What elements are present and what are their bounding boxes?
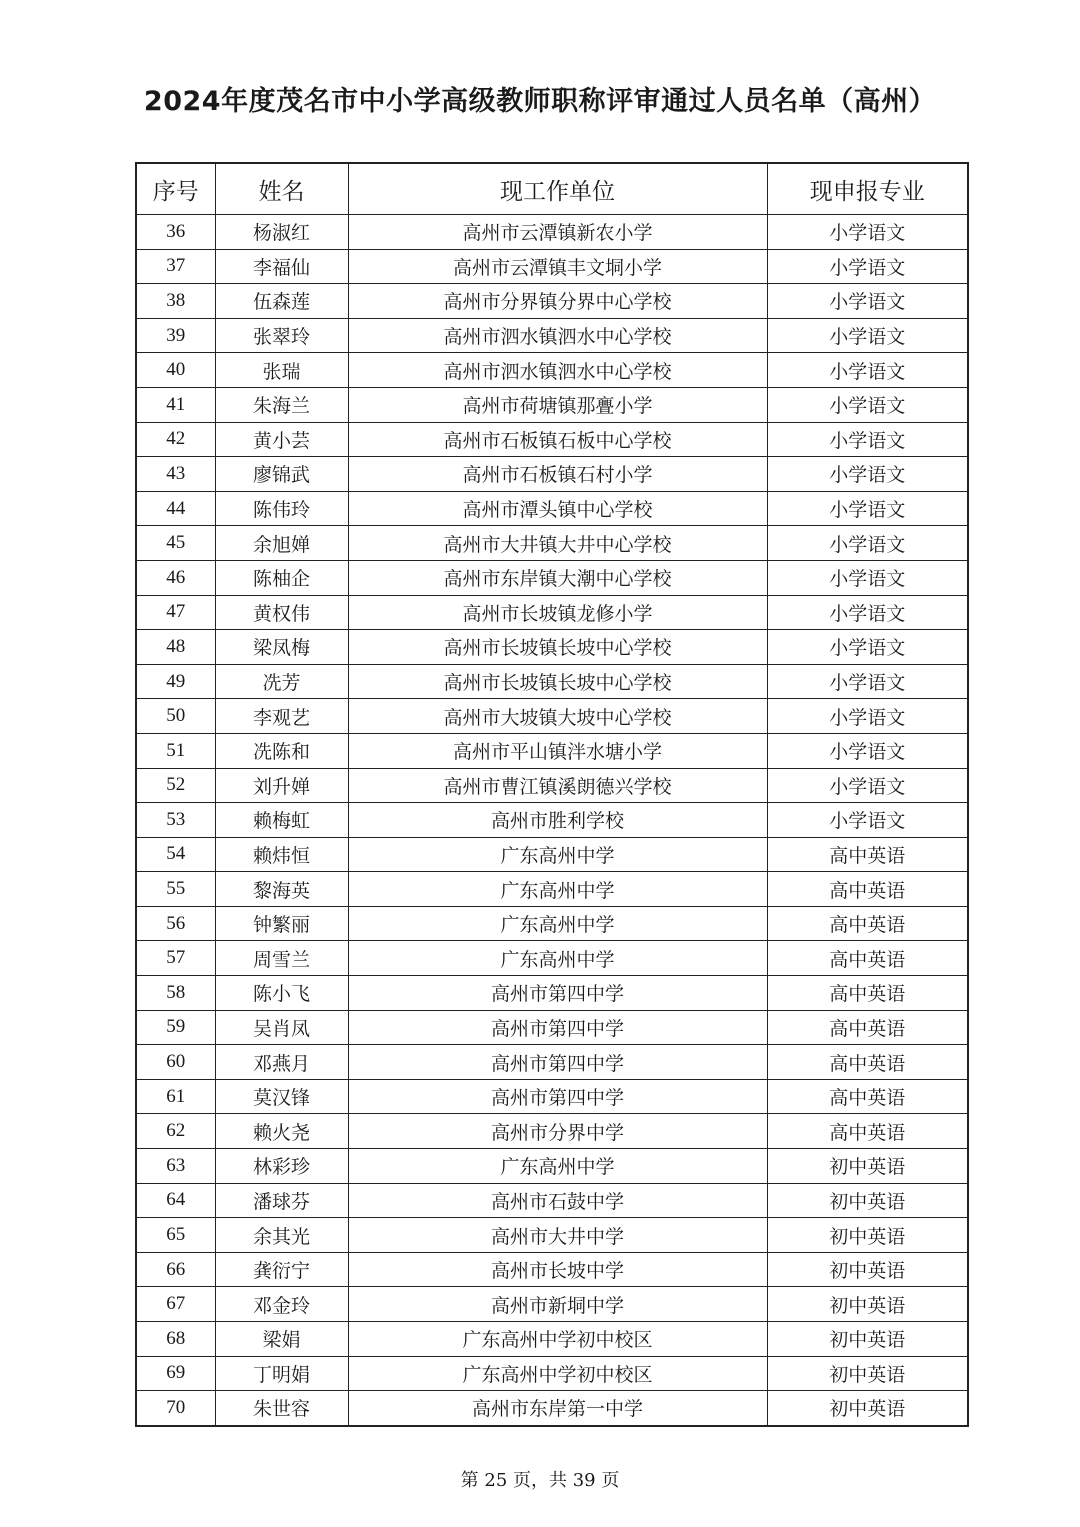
subject-cell: 高中英语	[767, 837, 968, 872]
number-cell: 64	[136, 1183, 215, 1218]
name-cell: 余旭婵	[215, 526, 348, 561]
roster-table	[135, 162, 969, 1427]
number-cell: 70	[136, 1391, 215, 1426]
workplace-cell: 高州市大井中学	[348, 1218, 767, 1253]
workplace-cell: 高州市云潭镇丰文垌小学	[348, 249, 767, 284]
table-row	[136, 1322, 968, 1357]
name-cell: 赖炜恒	[215, 837, 348, 872]
subject-cell: 高中英语	[767, 1079, 968, 1114]
table-row	[136, 699, 968, 734]
name-cell: 伍森莲	[215, 284, 348, 319]
subject-cell: 小学语文	[767, 595, 968, 630]
workplace-cell: 高州市泗水镇泗水中心学校	[348, 318, 767, 353]
table-row	[136, 803, 968, 838]
number-cell: 62	[136, 1114, 215, 1149]
table-row	[136, 664, 968, 699]
name-cell: 陈伟玲	[215, 491, 348, 526]
subject-cell: 小学语文	[767, 699, 968, 734]
subject-cell: 初中英语	[767, 1322, 968, 1357]
table-row	[136, 1045, 968, 1080]
workplace-cell: 广东高州中学初中校区	[348, 1356, 767, 1391]
workplace-cell: 高州市第四中学	[348, 1079, 767, 1114]
number-cell: 43	[136, 457, 215, 492]
subject-cell: 小学语文	[767, 353, 968, 388]
name-cell: 冼陈和	[215, 733, 348, 768]
workplace-cell: 广东高州中学	[348, 837, 767, 872]
number-cell: 40	[136, 353, 215, 388]
table-row	[136, 630, 968, 665]
header-cell-subject: 现申报专业	[767, 163, 968, 215]
number-cell: 56	[136, 906, 215, 941]
table-row	[136, 284, 968, 319]
table-row	[136, 1252, 968, 1287]
table-header-row	[136, 163, 968, 215]
workplace-cell: 广东高州中学	[348, 1149, 767, 1184]
table-row	[136, 1114, 968, 1149]
subject-cell: 小学语文	[767, 387, 968, 422]
workplace-cell: 高州市曹江镇溪朗德兴学校	[348, 768, 767, 803]
number-cell: 41	[136, 387, 215, 422]
page-title: 2024年度茂名市中小学高级教师职称评审通过人员名单（高州）	[143, 86, 937, 117]
table-row	[136, 387, 968, 422]
number-cell: 39	[136, 318, 215, 353]
number-cell: 69	[136, 1356, 215, 1391]
table-row	[136, 457, 968, 492]
table-row	[136, 526, 968, 561]
name-cell: 吴肖凤	[215, 1010, 348, 1045]
subject-cell: 高中英语	[767, 941, 968, 976]
number-cell: 42	[136, 422, 215, 457]
workplace-cell: 高州市胜利学校	[348, 803, 767, 838]
number-cell: 54	[136, 837, 215, 872]
subject-cell: 小学语文	[767, 215, 968, 250]
name-cell: 梁凤梅	[215, 630, 348, 665]
table-row	[136, 1287, 968, 1322]
workplace-cell: 广东高州中学	[348, 906, 767, 941]
subject-cell: 小学语文	[767, 526, 968, 561]
name-cell: 陈柚企	[215, 560, 348, 595]
workplace-cell: 高州市大坡镇大坡中心学校	[348, 699, 767, 734]
name-cell: 冼芳	[215, 664, 348, 699]
name-cell: 潘球芬	[215, 1183, 348, 1218]
workplace-cell: 高州市石板镇石板中心学校	[348, 422, 767, 457]
number-cell: 66	[136, 1252, 215, 1287]
subject-cell: 小学语文	[767, 284, 968, 319]
subject-cell: 高中英语	[767, 1010, 968, 1045]
subject-cell: 初中英语	[767, 1183, 968, 1218]
number-cell: 44	[136, 491, 215, 526]
table-row	[136, 768, 968, 803]
header-cell-workplace: 现工作单位	[348, 163, 767, 215]
workplace-cell: 高州市云潭镇新农小学	[348, 215, 767, 250]
number-cell: 60	[136, 1045, 215, 1080]
workplace-cell: 高州市潭头镇中心学校	[348, 491, 767, 526]
name-cell: 朱海兰	[215, 387, 348, 422]
subject-cell: 初中英语	[767, 1391, 968, 1426]
number-cell: 48	[136, 630, 215, 665]
number-cell: 65	[136, 1218, 215, 1253]
subject-cell: 小学语文	[767, 457, 968, 492]
number-cell: 50	[136, 699, 215, 734]
subject-cell: 小学语文	[767, 664, 968, 699]
table-row	[136, 1183, 968, 1218]
subject-cell: 初中英语	[767, 1356, 968, 1391]
subject-cell: 高中英语	[767, 976, 968, 1011]
table-row	[136, 1149, 968, 1184]
subject-cell: 高中英语	[767, 1045, 968, 1080]
workplace-cell: 高州市分界中学	[348, 1114, 767, 1149]
workplace-cell: 高州市东岸镇大潮中心学校	[348, 560, 767, 595]
number-cell: 49	[136, 664, 215, 699]
name-cell: 邓燕月	[215, 1045, 348, 1080]
subject-cell: 初中英语	[767, 1149, 968, 1184]
subject-cell: 小学语文	[767, 560, 968, 595]
table-row	[136, 1391, 968, 1426]
name-cell: 黄权伟	[215, 595, 348, 630]
number-cell: 37	[136, 249, 215, 284]
header-cell-name: 姓名	[215, 163, 348, 215]
table-row	[136, 1010, 968, 1045]
table-row	[136, 249, 968, 284]
subject-cell: 小学语文	[767, 733, 968, 768]
number-cell: 52	[136, 768, 215, 803]
subject-cell: 小学语文	[767, 491, 968, 526]
name-cell: 林彩珍	[215, 1149, 348, 1184]
table-row	[136, 733, 968, 768]
subject-cell: 高中英语	[767, 906, 968, 941]
workplace-cell: 高州市新垌中学	[348, 1287, 767, 1322]
workplace-cell: 高州市长坡中学	[348, 1252, 767, 1287]
workplace-cell: 高州市分界镇分界中心学校	[348, 284, 767, 319]
number-cell: 68	[136, 1322, 215, 1357]
table-row	[136, 872, 968, 907]
table-body	[136, 215, 968, 1426]
workplace-cell: 广东高州中学初中校区	[348, 1322, 767, 1357]
name-cell: 杨淑红	[215, 215, 348, 250]
number-cell: 45	[136, 526, 215, 561]
name-cell: 钟繁丽	[215, 906, 348, 941]
number-cell: 46	[136, 560, 215, 595]
name-cell: 张翠玲	[215, 318, 348, 353]
workplace-cell: 高州市石鼓中学	[348, 1183, 767, 1218]
name-cell: 李观艺	[215, 699, 348, 734]
workplace-cell: 高州市长坡镇长坡中心学校	[348, 664, 767, 699]
table-row	[136, 837, 968, 872]
number-cell: 55	[136, 872, 215, 907]
number-cell: 67	[136, 1287, 215, 1322]
table-row	[136, 215, 968, 250]
page-number: 第 25 页，共 39 页	[460, 1470, 620, 1491]
table-row	[136, 976, 968, 1011]
number-cell: 51	[136, 733, 215, 768]
name-cell: 刘升婵	[215, 768, 348, 803]
workplace-cell: 高州市第四中学	[348, 1010, 767, 1045]
subject-cell: 高中英语	[767, 1114, 968, 1149]
subject-cell: 高中英语	[767, 872, 968, 907]
name-cell: 赖梅虹	[215, 803, 348, 838]
workplace-cell: 高州市石板镇石村小学	[348, 457, 767, 492]
name-cell: 陈小飞	[215, 976, 348, 1011]
workplace-cell: 高州市长坡镇龙修小学	[348, 595, 767, 630]
subject-cell: 小学语文	[767, 249, 968, 284]
workplace-cell: 高州市第四中学	[348, 976, 767, 1011]
number-cell: 47	[136, 595, 215, 630]
workplace-cell: 高州市大井镇大井中心学校	[348, 526, 767, 561]
number-cell: 57	[136, 941, 215, 976]
table-row	[136, 1356, 968, 1391]
table-row	[136, 941, 968, 976]
workplace-cell: 高州市长坡镇长坡中心学校	[348, 630, 767, 665]
name-cell: 余其光	[215, 1218, 348, 1253]
header-cell-number: 序号	[136, 163, 215, 215]
workplace-cell: 广东高州中学	[348, 872, 767, 907]
name-cell: 黎海英	[215, 872, 348, 907]
name-cell: 丁明娟	[215, 1356, 348, 1391]
subject-cell: 小学语文	[767, 318, 968, 353]
number-cell: 61	[136, 1079, 215, 1114]
name-cell: 赖火尧	[215, 1114, 348, 1149]
subject-cell: 小学语文	[767, 803, 968, 838]
table-row	[136, 906, 968, 941]
table-row	[136, 1079, 968, 1114]
workplace-cell: 高州市第四中学	[348, 1045, 767, 1080]
number-cell: 59	[136, 1010, 215, 1045]
workplace-cell: 高州市东岸第一中学	[348, 1391, 767, 1426]
name-cell: 廖锦武	[215, 457, 348, 492]
workplace-cell: 高州市平山镇泮水塘小学	[348, 733, 767, 768]
number-cell: 63	[136, 1149, 215, 1184]
name-cell: 梁娟	[215, 1322, 348, 1357]
name-cell: 朱世容	[215, 1391, 348, 1426]
number-cell: 58	[136, 976, 215, 1011]
subject-cell: 初中英语	[767, 1287, 968, 1322]
name-cell: 周雪兰	[215, 941, 348, 976]
workplace-cell: 高州市荷塘镇那亹小学	[348, 387, 767, 422]
name-cell: 张瑞	[215, 353, 348, 388]
workplace-cell: 高州市泗水镇泗水中心学校	[348, 353, 767, 388]
number-cell: 38	[136, 284, 215, 319]
subject-cell: 初中英语	[767, 1252, 968, 1287]
subject-cell: 小学语文	[767, 768, 968, 803]
name-cell: 李福仙	[215, 249, 348, 284]
workplace-cell: 广东高州中学	[348, 941, 767, 976]
table-row	[136, 491, 968, 526]
subject-cell: 小学语文	[767, 422, 968, 457]
table-row	[136, 1218, 968, 1253]
table-row	[136, 422, 968, 457]
name-cell: 莫汉锋	[215, 1079, 348, 1114]
subject-cell: 小学语文	[767, 630, 968, 665]
table-row	[136, 353, 968, 388]
name-cell: 黄小芸	[215, 422, 348, 457]
table-row	[136, 318, 968, 353]
name-cell: 龚衍宁	[215, 1252, 348, 1287]
number-cell: 53	[136, 803, 215, 838]
number-cell: 36	[136, 215, 215, 250]
name-cell: 邓金玲	[215, 1287, 348, 1322]
subject-cell: 初中英语	[767, 1218, 968, 1253]
table-row	[136, 560, 968, 595]
table-row	[136, 595, 968, 630]
